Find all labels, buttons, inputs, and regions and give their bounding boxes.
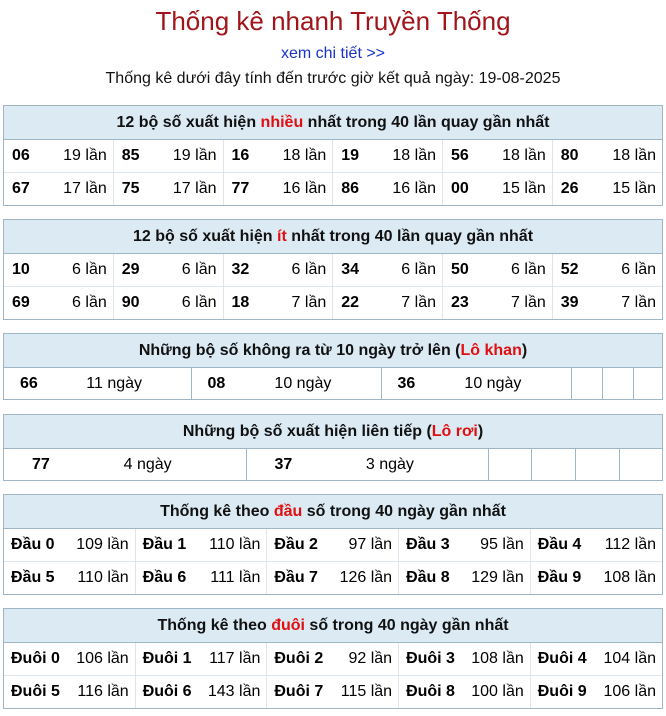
occurrence-count: 18 lần bbox=[596, 140, 662, 173]
digit-label: Đầu 5 bbox=[11, 569, 55, 586]
lotto-number: 10 bbox=[4, 254, 47, 287]
view-details-link[interactable]: xem chi tiết >> bbox=[280, 45, 386, 62]
lotto-number: 34 bbox=[333, 254, 377, 287]
occurrence-count: 6 lần bbox=[157, 287, 223, 320]
days-count: 10 ngày bbox=[464, 374, 522, 392]
lo-khan-panel bbox=[3, 333, 663, 400]
list-item bbox=[4, 368, 191, 399]
occurrence-count: 106 lần bbox=[603, 683, 656, 700]
occurrence-count: 112 lần bbox=[596, 529, 662, 562]
days-count: 11 ngày bbox=[86, 374, 143, 392]
page-title: Thống kê nhanh Truyền Thống bbox=[155, 6, 511, 36]
occurrence-count: 117 lần bbox=[201, 643, 267, 676]
table-row bbox=[4, 676, 662, 709]
occurrence-count: 116 lần bbox=[69, 676, 135, 709]
digit-label: Đuôi 2 bbox=[267, 643, 333, 676]
lotto-number: 23 bbox=[451, 294, 469, 311]
panel-heading: Thống kê theo đầu số trong 40 ngày gần nhất bbox=[4, 495, 662, 529]
empty-cell bbox=[531, 449, 575, 480]
occurrence-count: 109 lần bbox=[69, 529, 135, 562]
duoi-stats-panel bbox=[3, 608, 663, 709]
lo-khan-table bbox=[4, 368, 662, 399]
panel-heading: 12 bộ số xuất hiện ít nhất trong 40 lần quay gần nhất bbox=[4, 220, 662, 254]
occurrence-count: 95 lần bbox=[464, 529, 530, 562]
digit-label: Đầu 2 bbox=[267, 529, 333, 562]
panel-heading: Thống kê theo đuôi số trong 40 ngày gần nhất bbox=[4, 609, 662, 643]
occurrence-count: 92 lần bbox=[332, 643, 398, 676]
empty-cell bbox=[575, 449, 619, 480]
occurrence-count: 19 lần bbox=[47, 140, 113, 173]
list-item bbox=[191, 368, 381, 399]
days-count: 10 ngày bbox=[274, 374, 332, 392]
occurrence-count: 6 lần bbox=[376, 254, 442, 287]
list-item bbox=[381, 368, 571, 399]
digit-label: Đầu 1 bbox=[135, 529, 201, 562]
digit-label: Đuôi 0 bbox=[4, 643, 69, 676]
lotto-number: 50 bbox=[443, 254, 487, 287]
digit-label: Đuôi 8 bbox=[406, 683, 455, 700]
lotto-number: 16 bbox=[223, 140, 267, 173]
empty-cell bbox=[602, 368, 633, 399]
digit-label: Đầu 3 bbox=[399, 529, 465, 562]
occurrence-count: 19 lần bbox=[157, 140, 223, 173]
lotto-number: 06 bbox=[4, 140, 47, 173]
digit-label: Đuôi 3 bbox=[399, 643, 465, 676]
occurrence-count: 6 lần bbox=[596, 254, 662, 287]
table-row bbox=[4, 173, 662, 206]
lotto-number: 18 bbox=[231, 294, 250, 311]
occurrence-count: 16 lần bbox=[267, 173, 333, 206]
table-row bbox=[4, 529, 662, 562]
list-item bbox=[4, 449, 246, 480]
table-row bbox=[4, 449, 662, 480]
lotto-number: 37 bbox=[274, 455, 293, 473]
occurrence-count: 18 lần bbox=[376, 140, 442, 173]
occurrence-count: 110 lần bbox=[201, 529, 267, 562]
table-row bbox=[4, 368, 662, 399]
lotto-number: 19 bbox=[333, 140, 377, 173]
list-item bbox=[246, 449, 488, 480]
lo-roi-panel bbox=[3, 414, 663, 481]
lotto-number: 00 bbox=[451, 180, 469, 197]
occurrence-count: 17 lần bbox=[47, 173, 113, 206]
least-frequent-panel bbox=[3, 219, 663, 320]
digit-label: Đuôi 1 bbox=[135, 643, 201, 676]
occurrence-count: 115 lần bbox=[332, 676, 398, 709]
lotto-number: 32 bbox=[223, 254, 267, 287]
table-row bbox=[4, 287, 662, 320]
digit-label: Đầu 9 bbox=[537, 569, 582, 586]
occurrence-count: 6 lần bbox=[47, 254, 113, 287]
lotto-number: 85 bbox=[113, 140, 157, 173]
digit-label: Đầu 4 bbox=[530, 529, 596, 562]
lotto-number: 90 bbox=[121, 294, 140, 311]
empty-cell bbox=[619, 449, 662, 480]
occurrence-count: 18 lần bbox=[486, 140, 552, 173]
occurrence-count: 6 lần bbox=[157, 254, 223, 287]
occurrence-count: 15 lần bbox=[612, 180, 656, 197]
dau-stats-panel bbox=[3, 494, 663, 595]
occurrence-count: 97 lần bbox=[332, 529, 398, 562]
lotto-number: 66 bbox=[20, 374, 38, 392]
digit-label: Đầu 6 bbox=[142, 569, 187, 586]
digit-label: Đầu 8 bbox=[406, 569, 450, 586]
digit-label: Đuôi 9 bbox=[537, 683, 587, 700]
digit-label: Đuôi 4 bbox=[530, 643, 596, 676]
table-row bbox=[4, 140, 662, 173]
occurrence-count: 7 lần bbox=[376, 287, 442, 320]
occurrence-count: 110 lần bbox=[69, 562, 135, 595]
dau-stats-table bbox=[4, 529, 662, 594]
occurrence-count: 16 lần bbox=[376, 173, 442, 206]
occurrence-count: 108 lần bbox=[464, 643, 530, 676]
occurrence-count: 18 lần bbox=[267, 140, 333, 173]
lotto-number: 52 bbox=[552, 254, 596, 287]
occurrence-count: 6 lần bbox=[486, 254, 552, 287]
table-row bbox=[4, 254, 662, 287]
occurrence-count: 108 lần bbox=[603, 569, 656, 586]
lotto-number: 56 bbox=[443, 140, 487, 173]
empty-cell bbox=[488, 449, 531, 480]
occurrence-count: 7 lần bbox=[621, 294, 656, 311]
lotto-number: 39 bbox=[560, 294, 579, 311]
lotto-number: 86 bbox=[341, 180, 360, 197]
empty-cell bbox=[633, 368, 662, 399]
lotto-number: 80 bbox=[552, 140, 596, 173]
digit-label: Đầu 7 bbox=[274, 569, 318, 586]
panel-heading: Những bộ số không ra từ 10 ngày trở lên (Lô khan) bbox=[4, 334, 662, 368]
occurrence-count: 6 lần bbox=[267, 254, 333, 287]
lotto-number: 26 bbox=[560, 180, 579, 197]
days-count: 4 ngày bbox=[123, 455, 172, 473]
lo-roi-table bbox=[4, 449, 662, 480]
panel-heading: 12 bộ số xuất hiện nhiều nhất trong 40 lần quay gần nhất bbox=[4, 106, 662, 140]
most-frequent-panel bbox=[3, 105, 663, 206]
occurrence-count: 111 lần bbox=[201, 562, 267, 595]
table-row bbox=[4, 562, 662, 595]
occurrence-count: 15 lần bbox=[486, 173, 552, 206]
digit-label: Đầu 0 bbox=[4, 529, 69, 562]
digit-label: Đuôi 7 bbox=[274, 683, 324, 700]
least-frequent-table bbox=[4, 254, 662, 319]
lotto-number: 75 bbox=[121, 180, 140, 197]
occurrence-count: 7 lần bbox=[486, 287, 552, 320]
lotto-number: 77 bbox=[32, 455, 50, 473]
lotto-number: 77 bbox=[231, 180, 250, 197]
lotto-number: 69 bbox=[12, 294, 30, 311]
occurrence-count: 143 lần bbox=[201, 676, 267, 709]
page-subtitle: Thống kê dưới đây tính đến trước giờ kết quả ngày: 19-08-2025 bbox=[105, 70, 561, 87]
lotto-number: 36 bbox=[397, 374, 416, 392]
lotto-number: 22 bbox=[341, 294, 360, 311]
empty-cell bbox=[571, 368, 602, 399]
occurrence-count: 6 lần bbox=[47, 287, 113, 320]
lotto-number: 08 bbox=[207, 374, 226, 392]
lotto-number: 29 bbox=[113, 254, 157, 287]
occurrence-count: 106 lần bbox=[69, 643, 135, 676]
panel-heading: Những bộ số xuất hiện liên tiếp (Lô rơi) bbox=[4, 415, 662, 449]
lotto-number: 67 bbox=[12, 180, 30, 197]
days-count: 3 ngày bbox=[365, 455, 414, 473]
digit-label: Đuôi 5 bbox=[11, 683, 60, 700]
table-row bbox=[4, 643, 662, 676]
occurrence-count: 104 lần bbox=[596, 643, 662, 676]
occurrence-count: 126 lần bbox=[332, 562, 398, 595]
occurrence-count: 129 lần bbox=[464, 562, 530, 595]
digit-label: Đuôi 6 bbox=[142, 683, 192, 700]
most-frequent-table bbox=[4, 140, 662, 205]
duoi-stats-table bbox=[4, 643, 662, 708]
occurrence-count: 7 lần bbox=[267, 287, 333, 320]
occurrence-count: 100 lần bbox=[464, 676, 530, 709]
occurrence-count: 17 lần bbox=[157, 173, 223, 206]
